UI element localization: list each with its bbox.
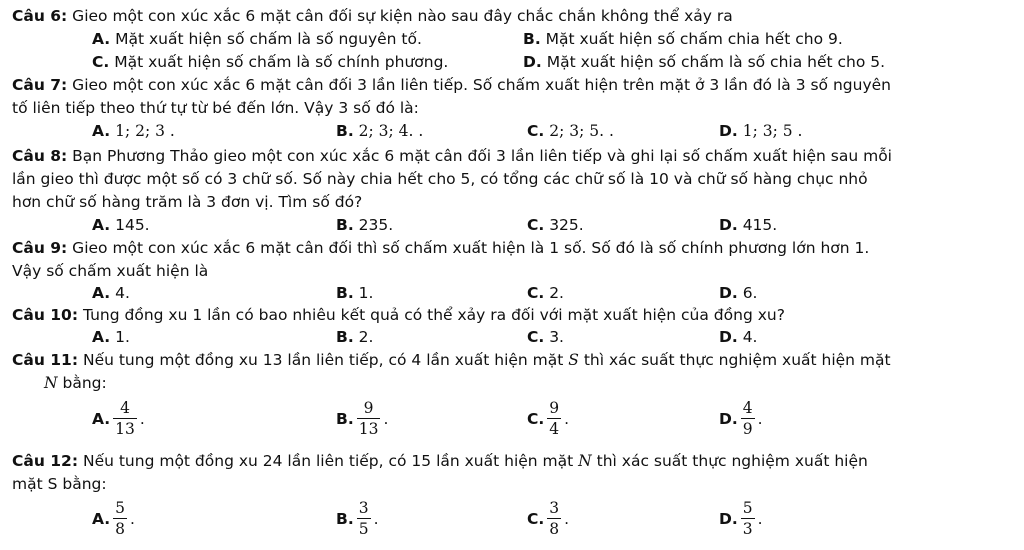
q9-options: [0, 283, 1024, 305]
option-text: 1.: [110, 328, 130, 346]
q11-stem-line1: [12, 350, 1012, 370]
q8-option-c: [527, 215, 584, 235]
q7-text1: Gieo một con xúc xắc 6 mặt cân đối 3 lần liên tiếp. Số chấm xuất hiện trên mặt ở 3 lần đó là 3 số nguyên: [67, 76, 891, 94]
numerator: 5: [742, 499, 753, 517]
option-letter: D.: [719, 216, 738, 234]
q12-option-c: [527, 498, 569, 539]
q8-text2: lần gieo thì được một số có 3 chữ số. Số này chia hết cho 5, có tổng các chữ số là 10 và chữ số hàng chục nhỏ: [12, 170, 868, 188]
q7-label: Câu 7:: [12, 76, 68, 94]
option-tail: .: [383, 409, 389, 428]
option-letter: B.: [336, 216, 354, 234]
q6-options-2: [0, 52, 1024, 74]
q11-text1b: thì xác suất thực nghiệm xuất hiện mặt: [578, 351, 891, 369]
denominator: 13: [115, 420, 135, 438]
q11-sym2: N: [44, 374, 58, 392]
q11-stem-line2: [44, 373, 1012, 393]
q8-text1: Bạn Phương Thảo gieo một con xúc xắc 6 mặt cân đối 3 lần liên tiếp và ghi lại số chấm xuất hiện sau mỗi: [67, 147, 892, 165]
q8-stem-line3: [12, 192, 1012, 212]
option-letter: C.: [527, 509, 545, 528]
q6-stem: [12, 6, 1012, 26]
fraction: [113, 498, 127, 539]
option-letter: D.: [719, 122, 738, 140]
option-letter: A.: [92, 216, 111, 234]
option-letter: B.: [336, 122, 354, 140]
option-tail: .: [564, 509, 570, 528]
q11-options: [0, 398, 1024, 446]
denominator: 5: [358, 520, 369, 538]
q9-option-b: [336, 283, 373, 303]
q12-option-b: [336, 498, 379, 539]
option-text: 145.: [110, 216, 150, 234]
option-letter: C.: [527, 409, 545, 428]
q9-text1: Gieo một con xúc xắc 6 mặt cân đối thì số chấm xuất hiện là 1 số. Số đó là số chính phương lớn hơn 1.: [67, 239, 870, 257]
q12-label: Câu 12:: [12, 452, 79, 470]
option-letter: A.: [92, 409, 111, 428]
q6-label: Câu 6:: [12, 7, 68, 25]
q7-text2: tố liên tiếp theo thứ tự từ bé đến lớn. Vậy 3 số đó là:: [12, 99, 419, 117]
q7-option-c: [527, 121, 614, 141]
option-tail: .: [757, 409, 763, 428]
option-tail: .: [757, 509, 763, 528]
fraction: [741, 498, 755, 539]
q12-sym1: N: [578, 452, 592, 470]
q7-option-a: [92, 121, 175, 141]
option-text: 1.: [353, 284, 374, 302]
option-text: 2; 3; 5. .: [549, 122, 614, 140]
q11-sym1: S: [568, 351, 579, 369]
option-text: 1; 2; 3 .: [115, 122, 175, 140]
q9-label: Câu 9:: [12, 239, 68, 257]
option-tail: .: [373, 509, 379, 528]
q12-text1b: thì xác suất thực nghiệm xuất hiện: [591, 452, 868, 470]
denominator: 8: [549, 520, 560, 538]
q9-option-d: [719, 283, 757, 303]
denominator: 13: [358, 420, 379, 438]
option-text: 235.: [353, 216, 394, 234]
numerator: 3: [358, 499, 369, 517]
option-text: 2; 3; 4. .: [358, 122, 424, 140]
q10-option-a: [92, 327, 130, 347]
q8-stem-line1: [12, 146, 1012, 166]
numerator: 9: [357, 398, 381, 419]
numerator: 9: [549, 399, 560, 417]
option-letter: C.: [527, 284, 545, 302]
q6-option-a: [92, 29, 422, 49]
q7-stem-line1: [12, 75, 1012, 95]
q8-text3: hơn chữ số hàng trăm là 3 đơn vị. Tìm số đó?: [12, 193, 363, 211]
q8-stem-line2: [12, 169, 1012, 189]
q10-option-b: [336, 327, 373, 347]
option-letter: D.: [719, 409, 738, 428]
q10-label: Câu 10:: [12, 306, 79, 324]
q8-option-d: [719, 215, 777, 235]
numerator: 4: [742, 399, 753, 417]
q11-option-c: [527, 398, 569, 439]
q8-option-b: [336, 215, 393, 235]
q9-stem-line1: [12, 238, 1012, 258]
option-text: 2.: [544, 284, 564, 302]
q6-option-b: [523, 29, 843, 49]
option-text: Mặt xuất hiện số chấm là số chia hết cho 5.: [541, 53, 886, 71]
numerator: 4: [113, 398, 137, 419]
option-letter: B.: [336, 509, 354, 528]
option-text: Mặt xuất hiện số chấm là số chính phương.: [109, 53, 449, 71]
q10-stem: [12, 305, 1012, 325]
option-letter: A.: [92, 509, 111, 528]
option-tail: .: [130, 509, 135, 528]
q10-options: [0, 327, 1024, 349]
option-letter: B.: [336, 328, 354, 346]
fraction: [357, 498, 371, 539]
fraction: [357, 398, 381, 439]
option-letter: D.: [719, 328, 738, 346]
option-letter: D.: [719, 284, 738, 302]
option-letter: A.: [92, 284, 111, 302]
option-letter: C.: [527, 328, 545, 346]
q11-option-d: [719, 398, 763, 439]
q11-text1a: Nếu tung một đồng xu 13 lần liên tiếp, có 4 lần xuất hiện mặt: [78, 351, 569, 369]
q11-text2: bằng:: [57, 374, 107, 392]
q10-option-c: [527, 327, 564, 347]
q11-option-b: [336, 398, 388, 439]
fraction: [547, 398, 561, 439]
option-text: 3.: [544, 328, 564, 346]
q10-text: Tung đồng xu 1 lần có bao nhiêu kết quả có thể xảy ra đối với mặt xuất hiện của đồng xu?: [78, 306, 785, 324]
q12-stem-line2: [12, 474, 1012, 494]
q9-option-a: [92, 283, 130, 303]
q11-option-a: [92, 398, 145, 439]
q11-label: Câu 11:: [12, 351, 79, 369]
option-letter: A.: [92, 328, 111, 346]
option-tail: .: [139, 409, 145, 428]
q12-option-a: [92, 498, 135, 539]
denominator: 3: [742, 520, 753, 538]
q8-label: Câu 8:: [12, 147, 68, 165]
q8-option-a: [92, 215, 150, 235]
q6-options: [0, 29, 1024, 51]
q10-option-d: [719, 327, 757, 347]
q7-stem-line2: [12, 98, 1012, 118]
option-letter: B.: [523, 30, 541, 48]
option-tail: .: [564, 409, 570, 428]
q9-stem-line2: [12, 261, 1012, 281]
q12-options: [0, 498, 1024, 546]
denominator: 8: [115, 520, 126, 538]
q6-option-d: [523, 52, 885, 72]
option-letter: A.: [92, 30, 111, 48]
option-text: 6.: [737, 284, 758, 302]
option-letter: C.: [527, 216, 545, 234]
q12-text1a: Nếu tung một đồng xu 24 lần liên tiếp, có 15 lần xuất hiện mặt: [78, 452, 579, 470]
q9-text2: Vậy số chấm xuất hiện là: [12, 262, 209, 280]
option-letter: A.: [92, 122, 111, 140]
fraction: [547, 498, 561, 539]
q12-stem-line1: [12, 451, 1012, 471]
option-text: 4.: [737, 328, 758, 346]
q7-option-d: [719, 121, 802, 141]
q12-option-d: [719, 498, 763, 539]
numerator: 5: [115, 499, 126, 517]
option-text: 4.: [110, 284, 130, 302]
q7-options: [0, 121, 1024, 143]
option-letter: D.: [523, 53, 542, 71]
option-text: 1; 3; 5 .: [742, 122, 803, 140]
q6-option-c: [92, 52, 448, 72]
option-letter: D.: [719, 509, 738, 528]
denominator: 9: [742, 420, 753, 438]
option-letter: C.: [92, 53, 110, 71]
q6-text: Gieo một con xúc xắc 6 mặt cân đối sự kiện nào sau đây chắc chắn không thể xảy ra: [67, 7, 733, 25]
option-text: 2.: [353, 328, 374, 346]
q8-options: [0, 215, 1024, 237]
fraction: [741, 398, 755, 439]
option-text: Mặt xuất hiện số chấm là số nguyên tố.: [110, 30, 422, 48]
q7-option-b: [336, 121, 423, 141]
fraction: [113, 398, 137, 439]
option-letter: C.: [527, 122, 545, 140]
option-text: Mặt xuất hiện số chấm chia hết cho 9.: [540, 30, 843, 48]
q9-option-c: [527, 283, 564, 303]
numerator: 3: [549, 499, 560, 517]
q12-text2: mặt S bằng:: [12, 475, 107, 493]
option-letter: B.: [336, 284, 354, 302]
option-text: 325.: [544, 216, 584, 234]
option-text: 415.: [737, 216, 778, 234]
denominator: 4: [549, 420, 560, 438]
option-letter: B.: [336, 409, 354, 428]
